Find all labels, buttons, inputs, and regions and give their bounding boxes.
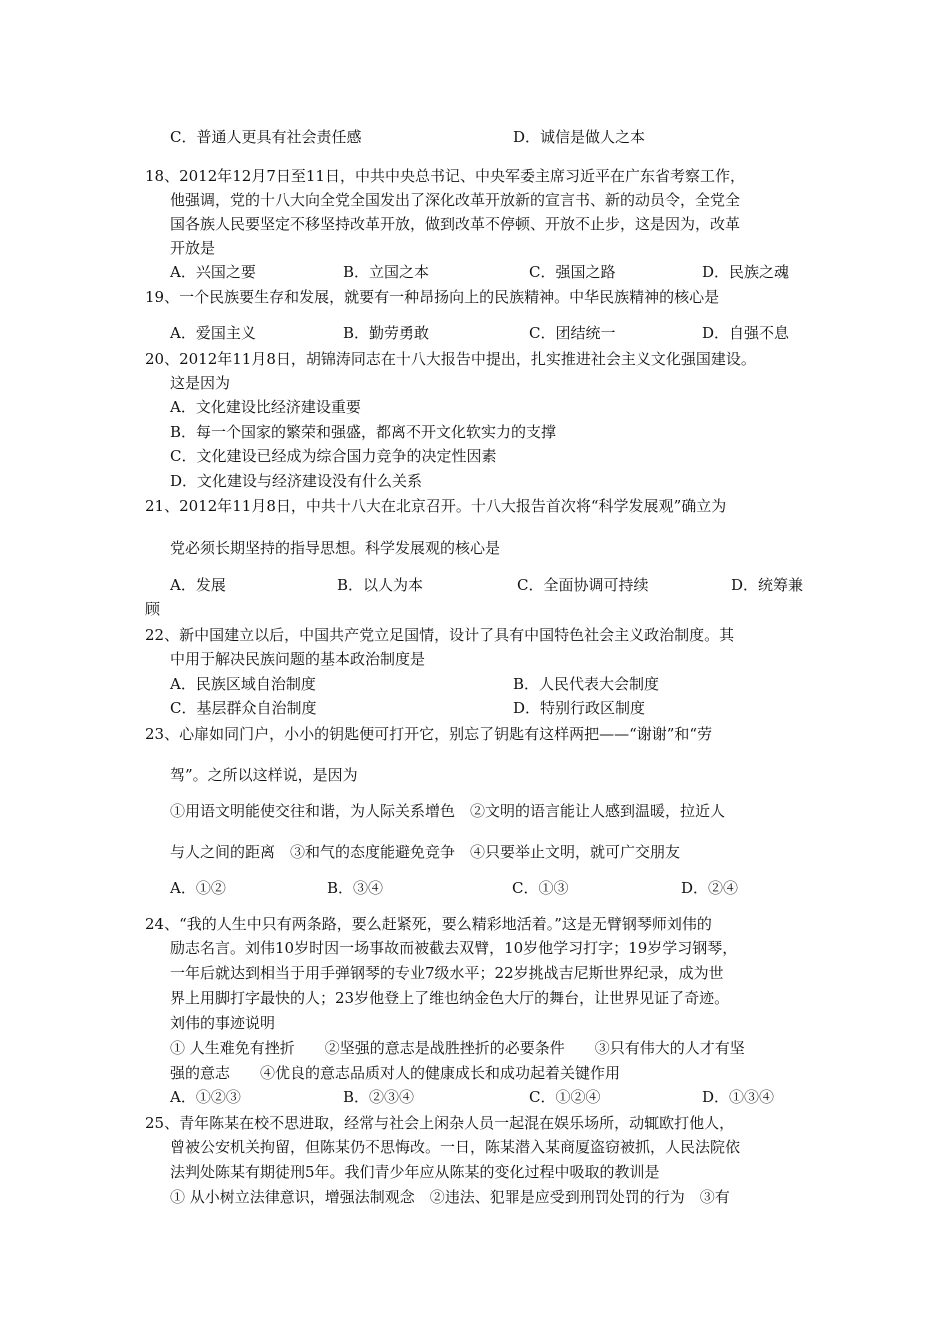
q24-items-line: ① 人生难免有挫折 ②坚强的意志是战胜挫折的必要条件 ③只有伟大的人才有坚 [170,1039,745,1057]
q21-option-wrap: 顾 [145,600,161,618]
q21-option-d: D．统筹兼 [731,576,804,594]
q20-option-d: D．文化建设与经济建设没有什么关系 [170,472,423,490]
q18-option-b: B．立国之本 [343,263,430,281]
q19-option-b: B．勤劳勇敢 [343,324,430,342]
q22-stem-line: 中用于解决民族问题的基本政治制度是 [170,650,426,668]
q25-stem-line: 曾被公安机关拘留，但陈某仍不思悔改。一日，陈某潜入某商厦盗窃被抓，人民法院依 [170,1138,741,1156]
q19-option-d: D．自强不息 [702,324,790,342]
q24-stem-line: 励志名言。刘伟10岁时因一场事故而被截去双臂，10岁他学习打字；19岁学习钢琴， [170,939,738,957]
q20-option-a: A．文化建设比经济建设重要 [170,398,361,416]
q23-items-line: ①用语文明能使交往和谐，为人际关系增色 ②文明的语言能让人感到温暖，拉近人 [170,802,726,820]
q18-option-d: D．民族之魂 [702,263,790,281]
q24-stem-line: 一年后就达到相当于用手弹钢琴的专业7级水平；22岁挑战吉尼斯世界纪录，成为世 [170,964,724,982]
q18-stem-line: 开放是 [170,239,216,257]
q23-items-line: 与人之间的距离 ③和气的态度能避免竞争 ④只要举止文明，就可广交朋友 [170,843,681,861]
q20-stem-line: 20、2012年11月8日，胡锦涛同志在十八大报告中提出，扎实推进社会主义文化强国建设。 [145,350,756,368]
q24-stem-line: 24、“我的人生中只有两条路，要么赶紧死，要么精彩地活着。”这是无臂钢琴师刘伟的 [145,915,712,933]
q24-option-d: D．①③④ [702,1088,775,1106]
q17-option-d: D．诚信是做人之本 [513,128,646,146]
q22-option-c: C．基层群众自治制度 [170,699,317,717]
q21-stem-line: 21、2012年11月8日，中共十八大在北京召开。十八大报告首次将“科学发展观”确立为 [145,497,727,515]
q21-stem-line: 党必须长期坚持的指导思想。科学发展观的核心是 [170,539,501,557]
q23-stem-line: 23、心扉如同门户，小小的钥匙便可打开它，别忘了钥匙有这样两把——“谢谢”和“劳 [145,725,713,743]
q20-stem-line: 这是因为 [170,374,231,392]
q22-option-b: B．人民代表大会制度 [513,675,660,693]
q18-option-c: C．强国之路 [529,263,616,281]
q23-option-a: A．①② [170,879,226,897]
q18-stem-line: 18、2012年12月7日至11日，中共中央总书记、中央军委主席习近平在广东省考察工作， [145,167,745,185]
q24-items-line: 强的意志 ④优良的意志品质对人的健康成长和成功起着关键作用 [170,1064,621,1082]
q25-stem-line: 25、青年陈某在校不思进取，经常与社会上闲杂人员一起混在娱乐场所，动辄欧打他人， [145,1114,735,1132]
q22-option-d: D．特别行政区制度 [513,699,646,717]
q24-option-a: A．①②③ [170,1088,241,1106]
q18-stem-line: 国各族人民要坚定不移坚持改革开放，做到改革不停顿、开放不止步，这是因为，改革 [170,215,741,233]
q22-option-a: A．民族区域自治制度 [170,675,316,693]
q21-option-c: C．全面协调可持续 [517,576,649,594]
q18-stem-line: 他强调，党的十八大向全党全国发出了深化改革开放新的宣言书、新的动员令，全党全 [170,191,741,209]
q19-option-a: A．爱国主义 [170,324,256,342]
q22-stem-line: 22、新中国建立以后，中国共产党立足国情，设计了具有中国特色社会主义政治制度。其 [145,626,735,644]
q20-option-c: C．文化建设已经成为综合国力竞争的决定性因素 [170,447,497,465]
q18-option-a: A．兴国之要 [170,263,256,281]
q24-stem-line: 界上用脚打字最快的人；23岁他登上了维也纳金色大厅的舞台，让世界见证了奇迹。 [170,989,730,1007]
q21-option-a: A．发展 [170,576,226,594]
q25-stem-line: 法判处陈某有期徒刑5年。我们青少年应从陈某的变化过程中吸取的教训是 [170,1163,660,1181]
q23-option-c: C．①③ [512,879,569,897]
q25-items-line: ① 从小树立法律意识，增强法制观念 ②违法、犯罪是应受到刑罚处罚的行为 ③有 [170,1188,730,1206]
q23-stem-line: 驾”。之所以这样说，是因为 [170,766,358,784]
q19-option-c: C．团结统一 [529,324,616,342]
q17-option-c: C．普通人更具有社会责任感 [170,128,362,146]
q20-option-b: B．每一个国家的繁荣和强盛，都离不开文化软实力的支撑 [170,423,557,441]
q19-stem-line: 19、一个民族要生存和发展，就要有一种昂扬向上的民族精神。中华民族精神的核心是 [145,288,720,306]
q23-option-b: B．③④ [327,879,384,897]
q24-stem-line: 刘伟的事迹说明 [170,1014,276,1032]
q24-option-c: C．①②④ [529,1088,601,1106]
q24-option-b: B．②③④ [343,1088,415,1106]
q23-option-d: D．②④ [681,879,739,897]
q21-option-b: B．以人为本 [337,576,424,594]
